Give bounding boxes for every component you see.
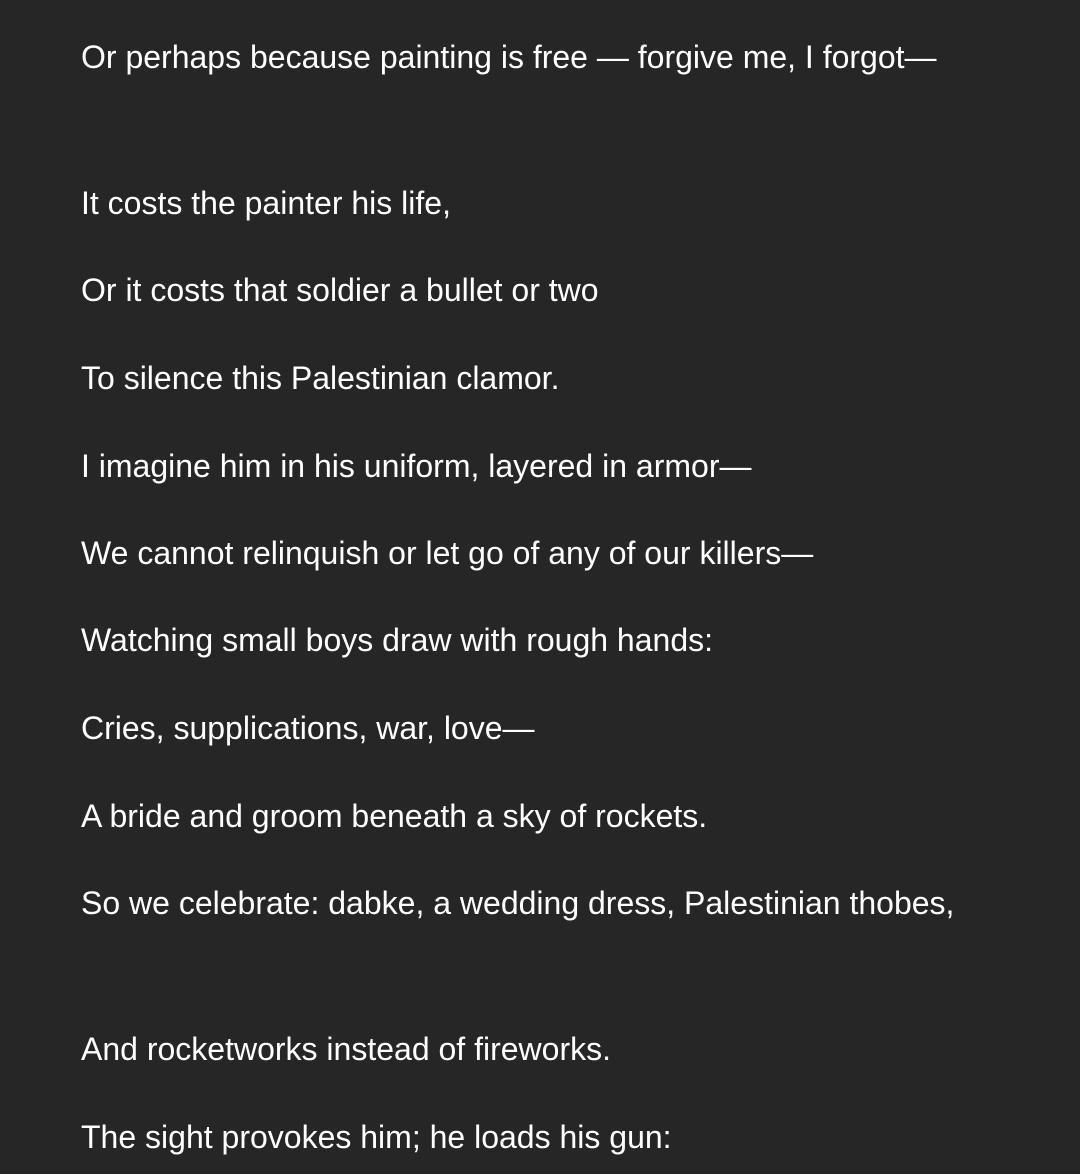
poem-line: Or it costs that soldier a bullet or two [81,272,599,308]
poem-line: Cries, supplications, war, love— [81,710,535,746]
poem-line: A bride and groom beneath a sky of rockets. [81,798,708,834]
poem-line: Or perhaps because painting is free — forgive me, I forgot— [81,39,937,75]
poem-line: So we celebrate: dabke, a wedding dress, Palestinian thobes, [81,885,955,921]
poem-line: To silence this Palestinian clamor. [81,360,560,396]
poem-line: And rocketworks instead of fireworks. [81,1031,611,1067]
poem-line: It costs the painter his life, [81,185,451,221]
poem-line: The sight provokes him; he loads his gun: [81,1119,672,1155]
poem-line: I imagine him in his uniform, layered in armor— [81,448,752,484]
poem-line: Watching small boys draw with rough hands: [81,622,713,658]
poem-line: We cannot relinquish or let go of any of our killers— [81,535,814,571]
